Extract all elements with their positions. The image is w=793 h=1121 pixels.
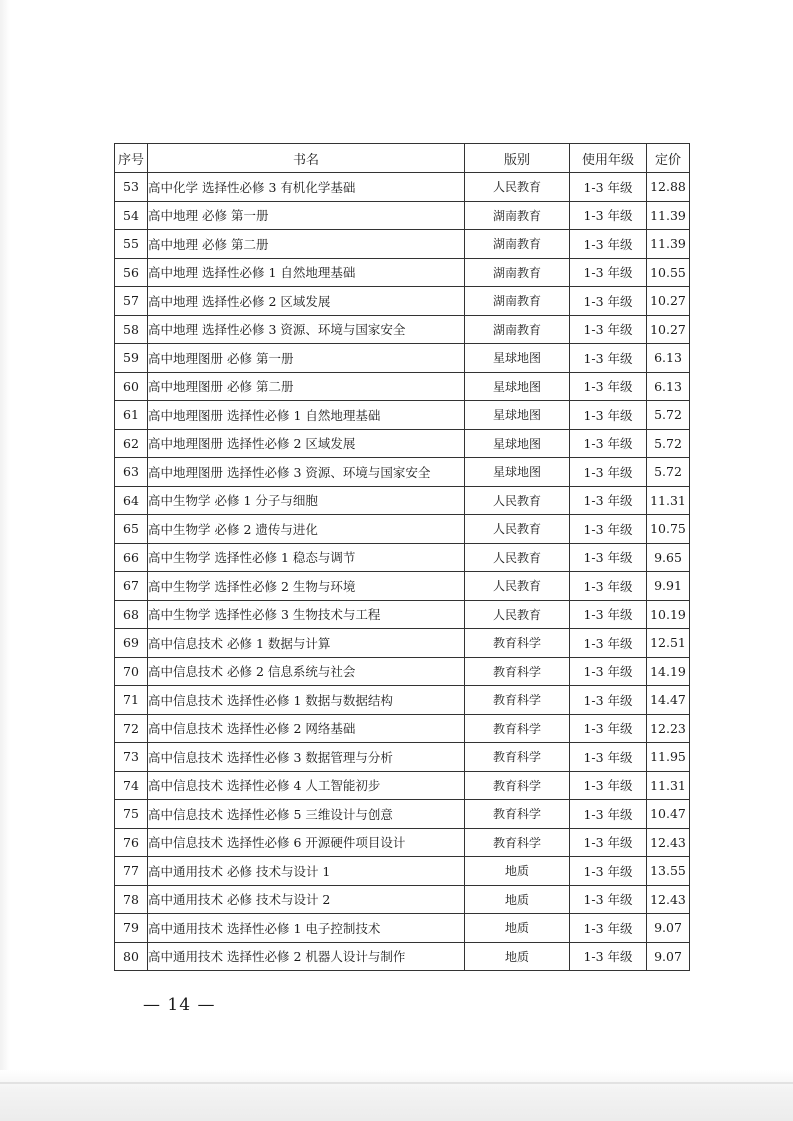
price-cell: 12.43 [647,885,690,914]
table-row [115,230,690,259]
row-number-cell: 62 [115,429,148,458]
row-number-cell: 76 [115,828,148,857]
publisher-cell: 星球地图 [465,401,570,430]
table-row [115,914,690,943]
grade-level-cell: 1-3 年级 [570,429,647,458]
grade-level-cell: 1-3 年级 [570,201,647,230]
scan-edge-left [0,0,10,1121]
publisher-cell: 湖南教育 [465,230,570,259]
price-cell: 10.55 [647,258,690,287]
table-row [115,372,690,401]
grade-level-cell: 1-3 年级 [570,315,647,344]
header-number: 序号 [115,144,148,173]
publisher-cell: 地质 [465,885,570,914]
book-name-cell: 高中信息技术 选择性必修 1 数据与数据结构 [148,686,465,715]
table-row [115,572,690,601]
publisher-cell: 人民教育 [465,515,570,544]
book-name-cell: 高中地理图册 必修 第一册 [148,344,465,373]
book-name-cell: 高中生物学 必修 1 分子与细胞 [148,486,465,515]
grade-level-cell: 1-3 年级 [570,258,647,287]
book-name-cell: 高中信息技术 选择性必修 4 人工智能初步 [148,771,465,800]
price-cell: 9.65 [647,543,690,572]
publisher-cell: 人民教育 [465,173,570,202]
publisher-cell: 人民教育 [465,572,570,601]
table-row [115,885,690,914]
price-cell: 6.13 [647,344,690,373]
book-name-cell: 高中化学 选择性必修 3 有机化学基础 [148,173,465,202]
grade-level-cell: 1-3 年级 [570,515,647,544]
scan-line [0,1082,793,1084]
publisher-cell: 人民教育 [465,486,570,515]
table-body [115,173,690,971]
publisher-cell: 湖南教育 [465,315,570,344]
table-row [115,173,690,202]
publisher-cell: 人民教育 [465,600,570,629]
grade-level-cell: 1-3 年级 [570,372,647,401]
book-name-cell: 高中信息技术 选择性必修 2 网络基础 [148,714,465,743]
publisher-cell: 星球地图 [465,372,570,401]
book-name-cell: 高中地理 选择性必修 3 资源、环境与国家安全 [148,315,465,344]
publisher-cell: 星球地图 [465,429,570,458]
row-number-cell: 64 [115,486,148,515]
book-name-cell: 高中生物学 必修 2 遗传与进化 [148,515,465,544]
table-header-row [115,144,690,173]
table-row [115,743,690,772]
book-name-cell: 高中通用技术 选择性必修 1 电子控制技术 [148,914,465,943]
book-name-cell: 高中生物学 选择性必修 3 生物技术与工程 [148,600,465,629]
book-name-cell: 高中通用技术 必修 技术与设计 2 [148,885,465,914]
table-row [115,857,690,886]
price-cell: 13.55 [647,857,690,886]
publisher-cell: 教育科学 [465,629,570,658]
price-cell: 12.51 [647,629,690,658]
publisher-cell: 湖南教育 [465,201,570,230]
grade-level-cell: 1-3 年级 [570,572,647,601]
row-number-cell: 72 [115,714,148,743]
table-row [115,657,690,686]
publisher-cell: 星球地图 [465,458,570,487]
price-cell: 9.07 [647,914,690,943]
price-cell: 11.31 [647,486,690,515]
publisher-cell: 教育科学 [465,714,570,743]
publisher-cell: 星球地图 [465,344,570,373]
price-cell: 10.19 [647,600,690,629]
publisher-cell: 湖南教育 [465,287,570,316]
table-row [115,629,690,658]
price-cell: 6.13 [647,372,690,401]
row-number-cell: 53 [115,173,148,202]
row-number-cell: 71 [115,686,148,715]
publisher-cell: 教育科学 [465,771,570,800]
grade-level-cell: 1-3 年级 [570,344,647,373]
row-number-cell: 60 [115,372,148,401]
book-name-cell: 高中地理 必修 第二册 [148,230,465,259]
price-cell: 11.31 [647,771,690,800]
book-name-cell: 高中地理 必修 第一册 [148,201,465,230]
grade-level-cell: 1-3 年级 [570,543,647,572]
row-number-cell: 55 [115,230,148,259]
row-number-cell: 58 [115,315,148,344]
book-name-cell: 高中地理图册 必修 第二册 [148,372,465,401]
row-number-cell: 63 [115,458,148,487]
grade-level-cell: 1-3 年级 [570,686,647,715]
grade-level-cell: 1-3 年级 [570,173,647,202]
book-name-cell: 高中生物学 选择性必修 2 生物与环境 [148,572,465,601]
row-number-cell: 61 [115,401,148,430]
grade-level-cell: 1-3 年级 [570,287,647,316]
row-number-cell: 54 [115,201,148,230]
row-number-cell: 78 [115,885,148,914]
price-cell: 14.47 [647,686,690,715]
row-number-cell: 74 [115,771,148,800]
row-number-cell: 57 [115,287,148,316]
row-number-cell: 66 [115,543,148,572]
publisher-cell: 教育科学 [465,686,570,715]
price-cell: 10.47 [647,800,690,829]
row-number-cell: 65 [115,515,148,544]
price-cell: 5.72 [647,458,690,487]
book-name-cell: 高中信息技术 必修 1 数据与计算 [148,629,465,658]
grade-level-cell: 1-3 年级 [570,828,647,857]
row-number-cell: 80 [115,942,148,971]
book-name-cell: 高中信息技术 必修 2 信息系统与社会 [148,657,465,686]
price-cell: 5.72 [647,429,690,458]
grade-level-cell: 1-3 年级 [570,600,647,629]
header-book-name: 书名 [148,144,465,173]
table-row [115,686,690,715]
header-grade: 使用年级 [570,144,647,173]
price-cell: 11.95 [647,743,690,772]
table-row [115,429,690,458]
publisher-cell: 教育科学 [465,657,570,686]
table-row [115,800,690,829]
table-row [115,828,690,857]
row-number-cell: 68 [115,600,148,629]
publisher-cell: 地质 [465,942,570,971]
publisher-cell: 湖南教育 [465,258,570,287]
row-number-cell: 77 [115,857,148,886]
price-cell: 9.91 [647,572,690,601]
table-row [115,543,690,572]
grade-level-cell: 1-3 年级 [570,458,647,487]
grade-level-cell: 1-3 年级 [570,885,647,914]
scan-edge-bottom [0,1070,793,1121]
publisher-cell: 地质 [465,914,570,943]
row-number-cell: 79 [115,914,148,943]
grade-level-cell: 1-3 年级 [570,743,647,772]
book-name-cell: 高中信息技术 选择性必修 6 开源硬件项目设计 [148,828,465,857]
grade-level-cell: 1-3 年级 [570,857,647,886]
book-name-cell: 高中地理图册 选择性必修 2 区域发展 [148,429,465,458]
table-row [115,771,690,800]
grade-level-cell: 1-3 年级 [570,230,647,259]
row-number-cell: 69 [115,629,148,658]
table-row [115,942,690,971]
publisher-cell: 教育科学 [465,800,570,829]
price-cell: 10.27 [647,315,690,344]
publisher-cell: 人民教育 [465,543,570,572]
price-cell: 11.39 [647,201,690,230]
grade-level-cell: 1-3 年级 [570,914,647,943]
table-row [115,401,690,430]
book-name-cell: 高中通用技术 选择性必修 2 机器人设计与制作 [148,942,465,971]
book-name-cell: 高中信息技术 选择性必修 5 三维设计与创意 [148,800,465,829]
row-number-cell: 73 [115,743,148,772]
table-row [115,714,690,743]
publisher-cell: 教育科学 [465,743,570,772]
grade-level-cell: 1-3 年级 [570,771,647,800]
price-cell: 12.88 [647,173,690,202]
header-publisher: 版别 [465,144,570,173]
price-cell: 11.39 [647,230,690,259]
row-number-cell: 56 [115,258,148,287]
page-number: — 14 — [143,995,216,1015]
book-name-cell: 高中地理图册 选择性必修 3 资源、环境与国家安全 [148,458,465,487]
publisher-cell: 教育科学 [465,828,570,857]
header-price: 定价 [647,144,690,173]
row-number-cell: 59 [115,344,148,373]
grade-level-cell: 1-3 年级 [570,942,647,971]
book-name-cell: 高中地理图册 选择性必修 1 自然地理基础 [148,401,465,430]
textbook-price-table [114,143,690,971]
table-row [115,486,690,515]
price-cell: 12.23 [647,714,690,743]
table-row [115,201,690,230]
publisher-cell: 地质 [465,857,570,886]
book-name-cell: 高中地理 选择性必修 1 自然地理基础 [148,258,465,287]
table-row [115,515,690,544]
table-row [115,600,690,629]
table-row [115,315,690,344]
book-name-cell: 高中信息技术 选择性必修 3 数据管理与分析 [148,743,465,772]
price-cell: 12.43 [647,828,690,857]
price-cell: 14.19 [647,657,690,686]
row-number-cell: 67 [115,572,148,601]
grade-level-cell: 1-3 年级 [570,714,647,743]
price-cell: 10.27 [647,287,690,316]
row-number-cell: 75 [115,800,148,829]
grade-level-cell: 1-3 年级 [570,800,647,829]
price-cell: 9.07 [647,942,690,971]
grade-level-cell: 1-3 年级 [570,401,647,430]
table-row [115,258,690,287]
book-name-cell: 高中地理 选择性必修 2 区域发展 [148,287,465,316]
table-row [115,344,690,373]
price-cell: 5.72 [647,401,690,430]
book-name-cell: 高中通用技术 必修 技术与设计 1 [148,857,465,886]
table-row [115,458,690,487]
grade-level-cell: 1-3 年级 [570,629,647,658]
grade-level-cell: 1-3 年级 [570,486,647,515]
price-cell: 10.75 [647,515,690,544]
grade-level-cell: 1-3 年级 [570,657,647,686]
table-row [115,287,690,316]
row-number-cell: 70 [115,657,148,686]
book-name-cell: 高中生物学 选择性必修 1 稳态与调节 [148,543,465,572]
